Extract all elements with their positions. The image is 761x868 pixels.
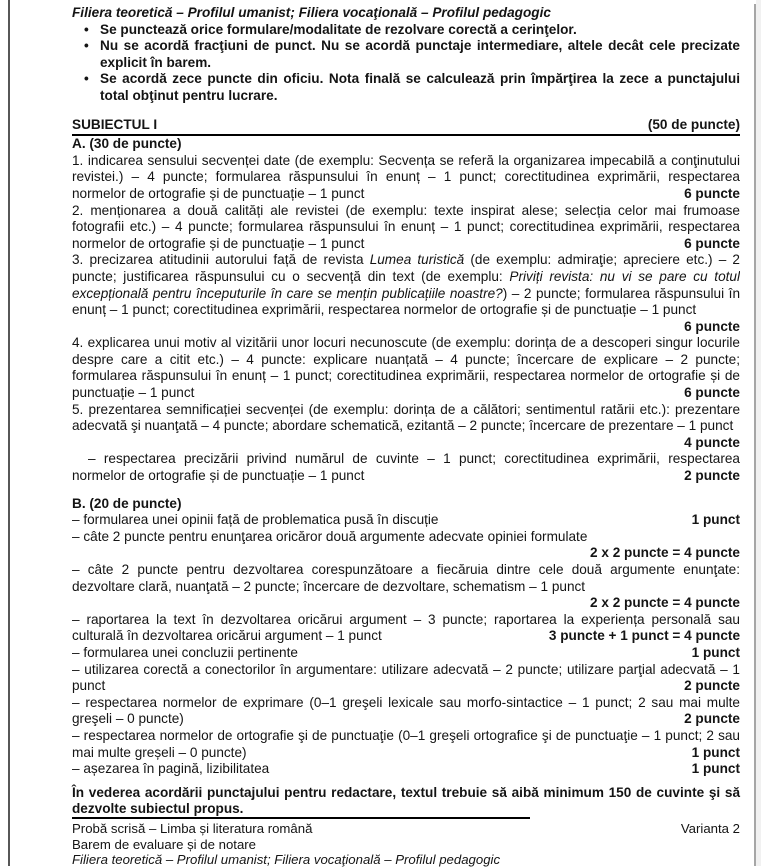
rubric-item-score: 2 x 2 puncte = 4 puncte xyxy=(590,545,740,561)
footer-variant: Varianta 2 xyxy=(680,821,740,836)
rubric-item-text: – raportarea la text în dezvoltarea oricărui argument – 3 puncte; raportarea la experiența personală sau culturală în dezvoltarea oricărui argument – 1 punct xyxy=(72,611,740,644)
rubric-item xyxy=(72,662,740,695)
rubric-item-score: 6 puncte xyxy=(684,235,740,251)
rubric-item xyxy=(72,203,740,253)
general-rules-list xyxy=(72,22,740,105)
rubric-item xyxy=(72,529,740,562)
rubric-item-example-italic: Lumea turistică xyxy=(369,252,465,268)
rubric-item-text: – formularea unei concluzii pertinente xyxy=(72,644,298,660)
rubric-item-text: ) – 2 puncte; formularea răspunsului în enunț – 1 punct; corectitudinea exprimării, respectarea normelor de ortografie și de punctuație – 1 punct xyxy=(72,285,740,318)
rubric-item xyxy=(72,728,740,761)
rubric-item xyxy=(72,512,740,529)
filiera-header: Filiera teoretică – Profilul umanist; Filiera vocaţională – Profilul pedagogic xyxy=(72,5,551,20)
rubric-item xyxy=(72,153,740,203)
general-rule: • Nu se acordă fracţiuni de punct. Nu se acordă punctaje intermediare, altele decât cele precizate explicit în barem. xyxy=(100,38,740,71)
footer-filiera: Filiera teoretică – Profilul umanist; Filiera vocaţională – Profilul pedagogic xyxy=(72,852,501,868)
rubric-item-text: – respectarea precizării privind numărul de cuvinte – 1 punct; corectitudinea exprimării, respectarea normelor de ortografie și de punctuație – 1 punct xyxy=(72,451,740,484)
page-content xyxy=(72,5,740,818)
rubric-item xyxy=(72,451,740,484)
rubric-item-text: 3. precizarea atitudinii autorului față de revista xyxy=(72,252,370,268)
redaction-note: În vederea acordării punctajului pentru redactare, textul trebuie să aibă minimum 150 de cuvinte şi să dezvolte subiectul propus. xyxy=(72,784,740,817)
section-a-heading: A. (30 de puncte) xyxy=(72,136,182,152)
rubric-item-score: 6 puncte xyxy=(684,185,740,201)
rubric-item-text: 5. prezentarea semnificației secvenței (de exemplu: dorința de a călători; sentimentul ratării etc.): prezentare adecvată şi nuanţată – 4 puncte; abordare schematică, ezitantă – 2 puncte; încercare de prezentare – 1 punct xyxy=(72,401,740,434)
rubric-item-score: 6 puncte xyxy=(684,318,740,334)
rubric-item-text: 1. indicarea sensului secvenței date (de exemplu: Secvența se referă la organizarea impecabilă a conţinutului revistei.) – 4 puncte; formularea răspunsului în enunț – 1 punct; corectitudinea exprimării, respectarea normelor de ortografie și de punctuație – 1 punct xyxy=(72,152,740,201)
rubric-item-text: – formularea unei opinii față de problematica pusă în discuție xyxy=(72,512,439,528)
section-b-heading: B. (20 de puncte) xyxy=(72,495,182,511)
subject-title: SUBIECTUL I xyxy=(72,116,158,132)
page-right-margin xyxy=(756,0,761,866)
page-left-edge xyxy=(8,0,10,866)
rubric-item xyxy=(72,252,740,335)
page-footer xyxy=(72,817,740,868)
rubric-item-text: 2. menționarea a două calități ale revistei (de exemplu: texte inspirat alese; selecția celor mai frumoase fotografii etc.) – 4 puncte; formularea răspunsului în enunț – 1 punct; corectitudinea exprimării, respectarea normelor de ortografie și de punctuație – 1 punct xyxy=(72,202,740,251)
section-b-items xyxy=(72,512,740,778)
rubric-item-text: – așezarea în pagină, lizibilitatea xyxy=(72,761,270,777)
page-right-edge xyxy=(754,4,756,866)
rubric-item-score: 1 punct xyxy=(691,512,740,528)
rubric-item-score: 1 punct xyxy=(691,744,740,760)
rubric-item-score: 1 punct xyxy=(691,761,740,777)
rubric-item xyxy=(72,695,740,728)
rubric-item xyxy=(72,645,740,662)
rubric-item-text: – câte 2 puncte pentru enunţarea oricăror două argumente adecvate opiniei formulate xyxy=(72,528,588,544)
rubric-item-text: – respectarea normelor de exprimare (0–1 greşeli lexicale sau morfo-sintactice – 1 punct; 2 sau mai multe greşeli – 0 puncte) xyxy=(72,694,740,727)
rubric-item-score: 3 puncte + 1 punct = 4 puncte xyxy=(548,628,740,644)
rubric-item xyxy=(72,761,740,778)
rubric-item-score: 2 puncte xyxy=(684,711,740,727)
footer-barem-label: Barem de evaluare și de notare xyxy=(72,836,257,852)
rubric-item-score: 2 x 2 puncte = 4 puncte xyxy=(590,595,740,611)
subject-heading-row xyxy=(72,117,740,137)
rubric-item xyxy=(72,562,740,612)
rubric-item-example-italic: Priviți revista: nu vi se pare cu totul excepțională pentru începuturile în care se mențin publicațiile noastre? xyxy=(72,268,740,301)
rubric-item-score: 1 punct xyxy=(691,644,740,660)
rubric-item-text: (de exemplu: admiraţie; apreciere etc.) – 2 puncte; justificarea răspunsului cu o secvență din text (de exemplu: xyxy=(72,252,740,284)
rubric-item xyxy=(72,402,740,452)
footer-exam-name: Probă scrisă – Limba și literatura română xyxy=(72,821,313,836)
general-rule: • Se punctează orice formulare/modalitate de rezolvare corectă a cerinţelor. xyxy=(100,22,740,39)
rubric-item-score: 2 puncte xyxy=(684,468,740,484)
rubric-item-text: – respectarea normelor de ortografie şi de punctuaţie (0–1 greşeli ortografice şi de punctuaţie – 1 punct; 2 sau mai multe greșeli – 0 puncte) xyxy=(72,727,740,760)
rubric-item-score: 2 puncte xyxy=(684,678,740,694)
section-a-items xyxy=(72,153,740,485)
rubric-item-text: – câte 2 puncte pentru dezvoltarea corespunzătoare a fiecăruia dintre cele două argumente enunţate: dezvoltare clară, nuanţată – 2 puncte; încercare de dezvoltare, schematism – 1 punct xyxy=(72,562,740,594)
general-rule: • Se acordă zece puncte din oficiu. Nota finală se calculează prin împărţirea la zece a punctajului total obţinut pentru lucrare. xyxy=(100,71,740,104)
subject-points: (50 de puncte) xyxy=(647,116,740,132)
rubric-item-score: 4 puncte xyxy=(684,434,740,450)
rubric-item xyxy=(72,335,740,401)
rubric-item-text: – utilizarea corectă a conectorilor în argumentare: utilizare adecvată – 2 puncte; utilizare parţial adecvată – 1 punct xyxy=(72,661,740,694)
rubric-item-score: 6 puncte xyxy=(684,385,740,401)
rubric-item-text: 4. explicarea unui motiv al vizitării unor locuri necunoscute (de exemplu: dorința de a descoperi singur locurile despre care a citit etc.) – 4 puncte: explicare nuanțată – 4 puncte; încercare de explicare – 2 puncte; formularea răspunsului în enunț – 1 punct; corectitudinea exprimării, respectarea normelor de ortografie și de punctuație – 1 punct xyxy=(72,335,740,401)
footer-rule xyxy=(72,817,530,819)
rubric-item xyxy=(72,612,740,645)
